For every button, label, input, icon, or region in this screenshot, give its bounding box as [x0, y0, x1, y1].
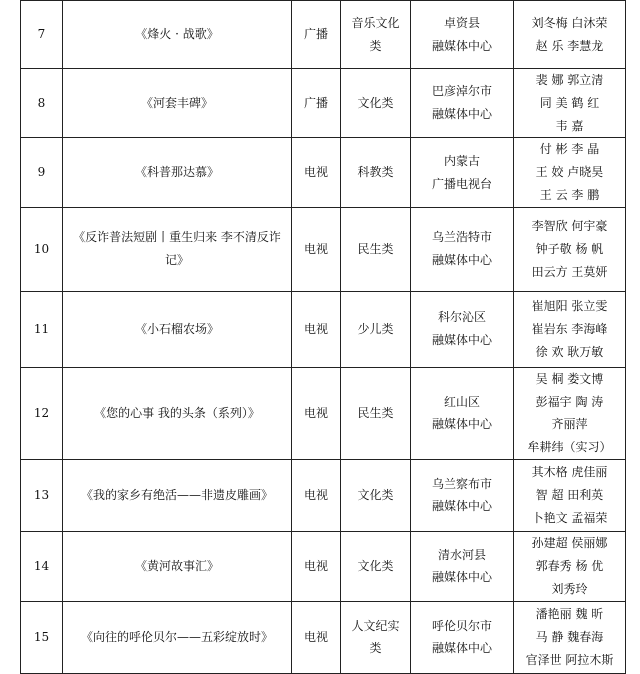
table-row: [21, 367, 626, 459]
program-title: [63, 69, 292, 138]
program-category: [341, 459, 411, 531]
table-row: [21, 601, 626, 673]
row-number: 14: [21, 531, 63, 601]
creator-line: 潘艳丽 魏 昕: [535, 607, 604, 622]
creator-line: 牟耕纬（实习）: [527, 440, 612, 455]
creators: [514, 291, 626, 367]
creator-line: 韦 嘉: [555, 118, 584, 133]
category-line: 音乐文化: [351, 15, 400, 30]
row-number: 13: [21, 459, 63, 531]
creator-line: 徐 欢 耿万敏: [535, 344, 604, 359]
award-table-body: [21, 1, 626, 674]
unit-line: 融媒体中心: [431, 253, 492, 268]
creators: [514, 601, 626, 673]
media-type: 电视: [292, 459, 341, 531]
unit-line: 科尔沁区: [437, 310, 486, 325]
table-row: [21, 459, 626, 531]
creators: [514, 459, 626, 531]
creators: [514, 138, 626, 207]
row-number: 12: [21, 367, 63, 459]
creators: [514, 207, 626, 291]
category-line: 民生类: [357, 241, 394, 256]
program-title-text: 《黄河故事汇》: [134, 559, 219, 574]
program-title: [63, 601, 292, 673]
program-category: [341, 69, 411, 138]
creator-line: 马 静 魏春海: [535, 630, 604, 645]
creator-line: 其木格 虎佳丽: [531, 465, 608, 480]
row-number: 10: [21, 207, 63, 291]
category-line: 人文纪实: [351, 618, 400, 633]
table-row: [21, 531, 626, 601]
creator-line: 付 彬 李 晶: [539, 142, 600, 157]
program-title: [63, 531, 292, 601]
unit-line: 乌兰察布市: [431, 476, 492, 491]
category-line: 文化类: [357, 488, 394, 503]
row-number: 7: [21, 1, 63, 69]
creator-line: 王 姣 卢晓昊: [535, 165, 604, 180]
program-category: [341, 1, 411, 69]
table-row: [21, 1, 626, 69]
creators: [514, 69, 626, 138]
unit-line: 乌兰浩特市: [431, 230, 492, 245]
program-category: [341, 367, 411, 459]
program-category: [341, 291, 411, 367]
program-category: [341, 207, 411, 291]
creator-line: 孙建超 侯丽娜: [531, 536, 608, 551]
producing-unit: [411, 601, 514, 673]
creator-line: 卜艳文 孟福荣: [531, 510, 608, 525]
table-row: [21, 69, 626, 138]
unit-line: 融媒体中心: [431, 38, 492, 53]
creator-line: 刘冬梅 白沐荣: [531, 15, 608, 30]
program-title-text: 《科普那达慕》: [134, 165, 219, 180]
row-number: 9: [21, 138, 63, 207]
creator-line: 赵 乐 李慧龙: [535, 38, 604, 53]
category-line: 少儿类: [357, 321, 394, 336]
program-title: [63, 367, 292, 459]
creator-line: 齐丽萍: [551, 417, 588, 432]
unit-line: 卓资县: [443, 15, 480, 30]
creator-line: 彭福宇 陶 涛: [535, 394, 604, 409]
producing-unit: [411, 459, 514, 531]
media-type: 电视: [292, 207, 341, 291]
program-title: [63, 291, 292, 367]
category-line: 文化类: [357, 95, 394, 110]
unit-line: 清水河县: [437, 547, 486, 562]
category-line: 科教类: [357, 165, 394, 180]
creator-line: 刘秀玲: [551, 581, 588, 596]
creator-line: 吴 桐 娄文博: [535, 371, 604, 386]
creator-line: 钟子敬 杨 帆: [535, 241, 604, 256]
creator-line: 崔旭阳 张立雯: [531, 299, 608, 314]
producing-unit: [411, 367, 514, 459]
producing-unit: [411, 291, 514, 367]
creator-line: 裴 娜 郭立清: [535, 73, 604, 87]
program-title-text: 《小石榴农场》: [134, 321, 219, 336]
program-title: [63, 207, 292, 291]
producing-unit: [411, 207, 514, 291]
row-number: 11: [21, 291, 63, 367]
program-category: [341, 531, 411, 601]
media-type: 电视: [292, 601, 341, 673]
creator-line: 王 云 李 鹏: [539, 187, 600, 202]
creator-line: 崔岩东 李海峰: [531, 321, 608, 336]
program-title-text: 《我的家乡有绝活——非遗皮雕画》: [80, 488, 273, 503]
media-type: 电视: [292, 291, 341, 367]
producing-unit: [411, 1, 514, 69]
table-row: [21, 207, 626, 291]
award-table: [20, 0, 626, 674]
unit-line: 融媒体中心: [431, 417, 492, 432]
program-title-text: 《反诈普法短剧丨重生归来 李不清反诈记》: [73, 230, 281, 268]
unit-line: 呼伦贝尔市: [431, 618, 492, 633]
category-line: 类: [369, 641, 382, 656]
unit-line: 融媒体中心: [431, 333, 492, 348]
unit-line: 广播电视台: [431, 176, 492, 191]
media-type: 广播: [292, 69, 341, 138]
creator-line: 田云方 王莫妍: [531, 264, 608, 279]
media-type: 电视: [292, 138, 341, 207]
unit-line: 内蒙古: [443, 153, 480, 168]
media-type: 电视: [292, 367, 341, 459]
unit-line: 融媒体中心: [431, 641, 492, 656]
creator-line: 同 美 鹤 红: [539, 95, 600, 110]
program-title-text: 《烽火 · 战歌》: [135, 27, 219, 42]
producing-unit: [411, 138, 514, 207]
unit-line: 巴彦淖尔市: [431, 84, 492, 99]
producing-unit: [411, 69, 514, 138]
creator-line: 李智欣 何宇豪: [531, 219, 608, 234]
creator-line: 智 超 田利英: [535, 488, 604, 503]
program-category: [341, 138, 411, 207]
creator-line: 郭春秀 杨 优: [535, 559, 604, 574]
creators: [514, 367, 626, 459]
program-title: [63, 138, 292, 207]
creator-line: 官泽世 阿拉木斯: [525, 652, 614, 667]
row-number: 8: [21, 69, 63, 138]
program-title: [63, 459, 292, 531]
program-title: [63, 1, 292, 69]
creators: [514, 531, 626, 601]
program-title-text: 《河套丰碑》: [140, 95, 213, 110]
table-row: [21, 291, 626, 367]
program-title-text: 《向往的呼伦贝尔——五彩绽放时》: [80, 630, 273, 645]
creators: [514, 1, 626, 69]
unit-line: 融媒体中心: [431, 499, 492, 514]
row-number: 15: [21, 601, 63, 673]
producing-unit: [411, 531, 514, 601]
category-line: 文化类: [357, 559, 394, 574]
unit-line: 融媒体中心: [431, 107, 492, 122]
media-type: 广播: [292, 1, 341, 69]
table-row: [21, 138, 626, 207]
unit-line: 红山区: [443, 394, 480, 409]
category-line: 类: [369, 38, 382, 53]
category-line: 民生类: [357, 405, 394, 420]
unit-line: 融媒体中心: [431, 570, 492, 585]
program-title-text: 《您的心事 我的头条（系列）》: [94, 405, 260, 420]
media-type: 电视: [292, 531, 341, 601]
program-category: [341, 601, 411, 673]
